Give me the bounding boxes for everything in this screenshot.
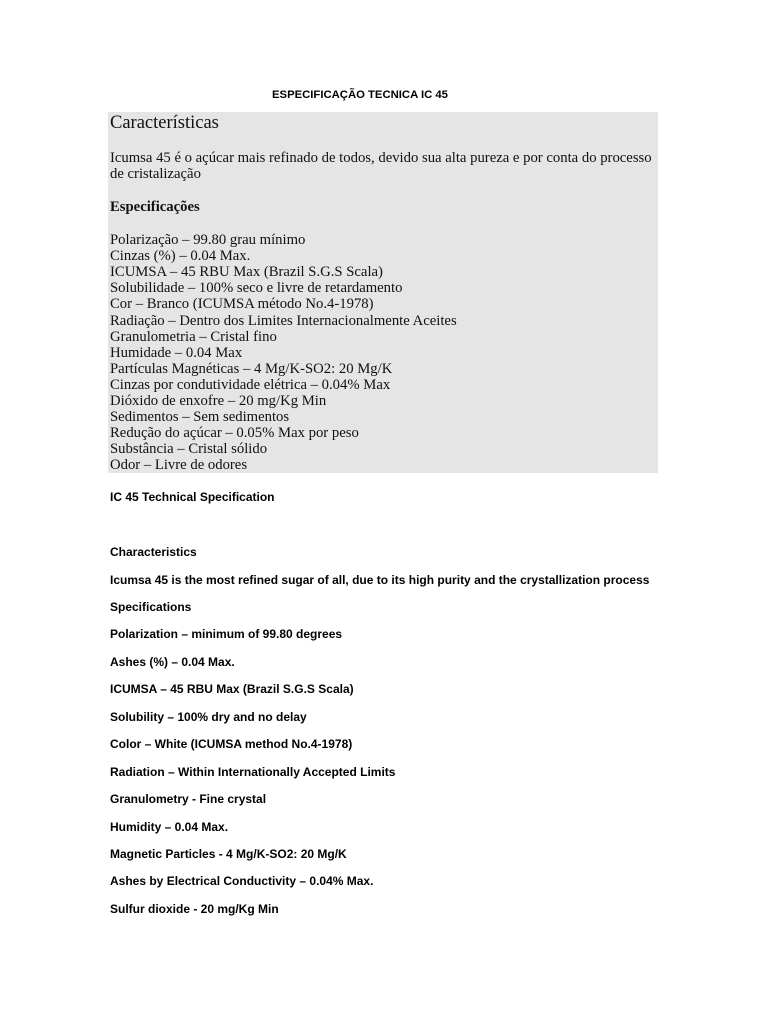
pt-spec-ashes: Cinzas (%) – 0.04 Max.	[110, 248, 251, 265]
characteristics-heading-pt: Características	[110, 113, 219, 133]
en-spec-conductivity-ashes: Ashes by Electrical Conductivity – 0.04% Max.	[110, 874, 374, 889]
en-spec-humidity: Humidity – 0.04 Max.	[110, 819, 229, 834]
pt-spec-color: Cor – Branco (ICUMSA método No.4-1978)	[110, 296, 374, 313]
en-spec-magnetic-particles: Magnetic Particles - 4 Mg/K-SO2: 20 Mg/K	[110, 846, 347, 861]
pt-spec-sugar-reduction: Redução do açúcar – 0.05% Max por peso	[110, 424, 359, 441]
characteristics-description-en: Icumsa 45 is the most refined sugar of all, due to its high purity and the crystallization process	[110, 572, 650, 587]
pt-spec-sulfur-dioxide: Dióxido de enxofre – 20 mg/Kg Min	[110, 392, 327, 409]
pt-spec-radiation: Radiação – Dentro dos Limites Internacionalmente Aceites	[110, 312, 457, 329]
pt-spec-polarization: Polarização – 99.80 grau mínimo	[110, 232, 306, 249]
specifications-list-pt	[110, 232, 658, 473]
en-spec-icumsa: ICUMSA – 45 RBU Max (Brazil S.G.S Scala)	[110, 682, 354, 697]
en-spec-radiation: Radiation – Within Internationally Accepted Limits	[110, 764, 396, 779]
specifications-list-en	[110, 621, 649, 923]
pt-spec-sediments: Sedimentos – Sem sedimentos	[110, 408, 290, 425]
pt-spec-solubility: Solubilidade – 100% seco e livre de retardamento	[110, 280, 403, 297]
pt-spec-conductivity-ashes: Cinzas por condutividade elétrica – 0.04% Max	[110, 376, 391, 393]
specifications-heading-en: Specifications	[110, 600, 192, 615]
pt-spec-icumsa: ICUMSA – 45 RBU Max (Brazil S.G.S Scala)	[110, 264, 383, 281]
characteristics-heading-en: Characteristics	[110, 545, 197, 560]
en-spec-granulometry: Granulometry - Fine crystal	[110, 792, 267, 807]
pt-spec-granulometry: Granulometria – Cristal fino	[110, 328, 277, 345]
pt-spec-odor: Odor – Livre de odores	[110, 457, 248, 474]
en-spec-solubility: Solubility – 100% dry and no delay	[110, 709, 307, 724]
pt-spec-substance: Substância – Cristal sólido	[110, 441, 268, 457]
en-spec-sulfur-dioxide: Sulfur dioxide - 20 mg/Kg Min	[110, 901, 279, 916]
english-specification-section	[110, 484, 649, 923]
en-spec-color: Color – White (ICUMSA method No.4-1978)	[110, 737, 353, 752]
blank-line	[110, 512, 649, 539]
document-title: ESPECIFICAÇÃO TECNICA IC 45	[272, 89, 448, 101]
characteristics-description-pt: Icumsa 45 é o açúcar mais refinado de todos, devido sua alta pureza e por conta do processo de cristalização	[110, 150, 652, 183]
en-spec-ashes: Ashes (%) – 0.04 Max.	[110, 654, 235, 669]
specifications-heading-pt: Especificações	[110, 199, 200, 216]
pt-spec-magnetic-particles: Partículas Magnéticas – 4 Mg/K-SO2: 20 Mg/K	[110, 360, 393, 377]
pt-spec-humidity: Humidade – 0.04 Max	[110, 344, 243, 361]
en-spec-polarization: Polarization – minimum of 99.80 degrees	[110, 627, 343, 642]
technical-specification-title-en: IC 45 Technical Specification	[110, 490, 275, 505]
portuguese-specification-box	[108, 112, 658, 473]
